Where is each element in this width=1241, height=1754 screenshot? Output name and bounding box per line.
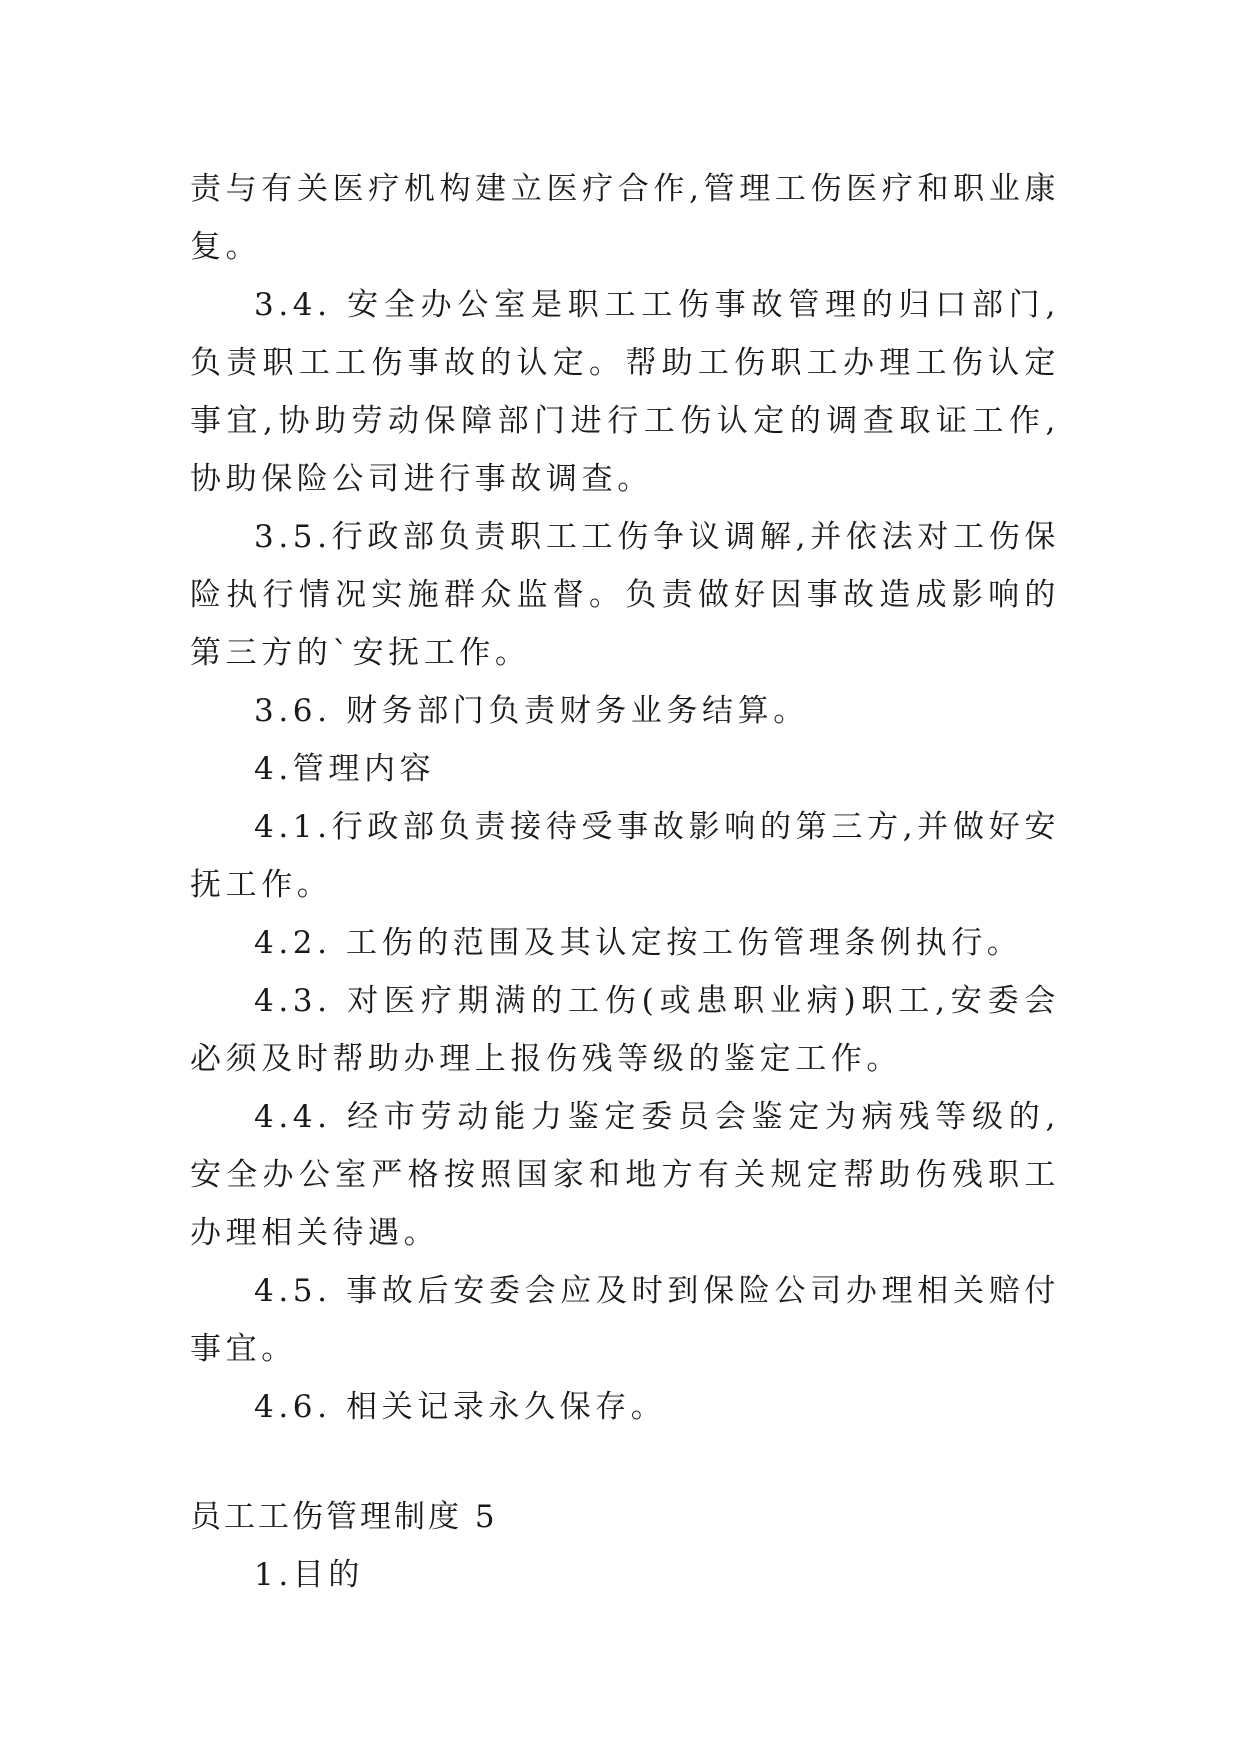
section-title: 员工工伤管理制度 5 bbox=[190, 1499, 498, 1535]
paragraph-4-5: 4.5. 事故后安委会应及时到保险公司办理相关赔付事宜。 bbox=[190, 1273, 1060, 1367]
document-body bbox=[190, 160, 1060, 1604]
paragraph-4-2: 4.2. 工伤的范围及其认定按工伤管理条例执行。 bbox=[254, 925, 1023, 961]
paragraph-3-5: 3.5.行政部负责职工工伤争议调解,并依法对工伤保险执行情况实施群众监督。负责做好因事故造成影响的第三方的`安抚工作。 bbox=[190, 519, 1060, 671]
paragraph-4-3: 4.3. 对医疗期满的工伤(或患职业病)职工,安委会必须及时帮助办理上报伤残等级的鉴定工作。 bbox=[190, 983, 1060, 1077]
paragraph-4-4: 4.4. 经市劳动能力鉴定委员会鉴定为病残等级的,安全办公室严格按照国家和地方有关规定帮助伤残职工办理相关待遇。 bbox=[190, 1099, 1060, 1251]
paragraph-continuation: 责与有关医疗机构建立医疗合作,管理工伤医疗和职业康复。 bbox=[190, 171, 1060, 265]
paragraph-4-1: 4.1.行政部负责接待受事故影响的第三方,并做好安抚工作。 bbox=[190, 809, 1060, 903]
section-first-item: 1.目的 bbox=[254, 1557, 364, 1593]
heading-4-management-content: 4.管理内容 bbox=[254, 751, 436, 787]
paragraph-4-6: 4.6. 相关记录永久保存。 bbox=[254, 1389, 667, 1425]
paragraph-3-6: 3.6. 财务部门负责财务业务结算。 bbox=[254, 693, 809, 729]
paragraph-3-4: 3.4. 安全办公室是职工工伤事故管理的归口部门,负责职工工伤事故的认定。帮助工伤职工办理工伤认定事宜,协助劳动保障部门进行工伤认定的调查取证工作,协助保险公司进行事故调查。 bbox=[190, 287, 1060, 497]
